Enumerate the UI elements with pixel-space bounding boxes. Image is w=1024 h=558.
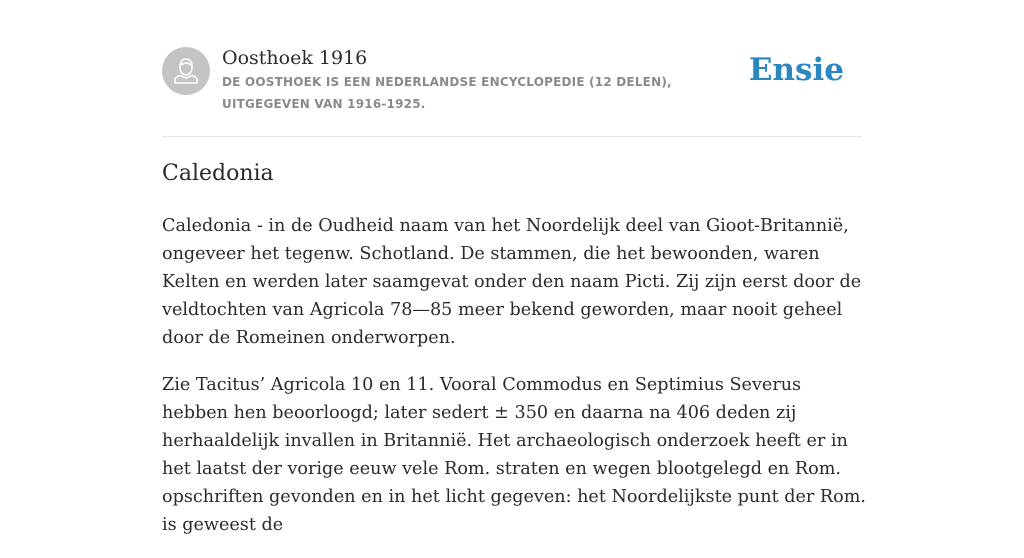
source-avatar[interactable] <box>162 47 210 95</box>
article-paragraph: Caledonia - in de Oudheid naam van het Noordelijk deel van Gioot-Britannië, ongeveer het tegenw. Schotland. De stammen, die het bewoonden, waren Kelten en werden later saamgevat onder den naam Picti. Zij zijn eerst door de veldtochten van Agricola 78—85 meer bekend geworden, maar nooit geheel door de Romeinen onderworpen. <box>162 216 862 348</box>
source-header <box>162 44 862 137</box>
article-paragraph: Zie Tacitus’ Agricola 10 en 11. Vooral Commodus en Septimius Severus hebben hen beoorloogd; later sedert ± 350 en daarna na 406 deden zij herhaaldelijk invallen in Britannië. Het archaeologisch onderzoek heeft er in het laatst der vorige eeuw vele Rom. straten en wegen blootgelegd en Rom. opschriften gevonden en in het licht gegeven: het Noordelijkste punt der Rom. is geweest de <box>162 375 867 535</box>
source-description: DE OOSTHOEK IS EEN NEDERLANDSE ENCYCLOPEDIE (12 DELEN), UITGEGEVEN VAN 1916-1925. <box>222 75 672 111</box>
user-icon <box>162 47 210 95</box>
source-title[interactable]: Oosthoek 1916 <box>222 47 368 69</box>
article-title: Caledonia <box>162 161 274 186</box>
article-body <box>162 212 868 558</box>
brand-logo[interactable]: Ensie <box>748 52 844 88</box>
